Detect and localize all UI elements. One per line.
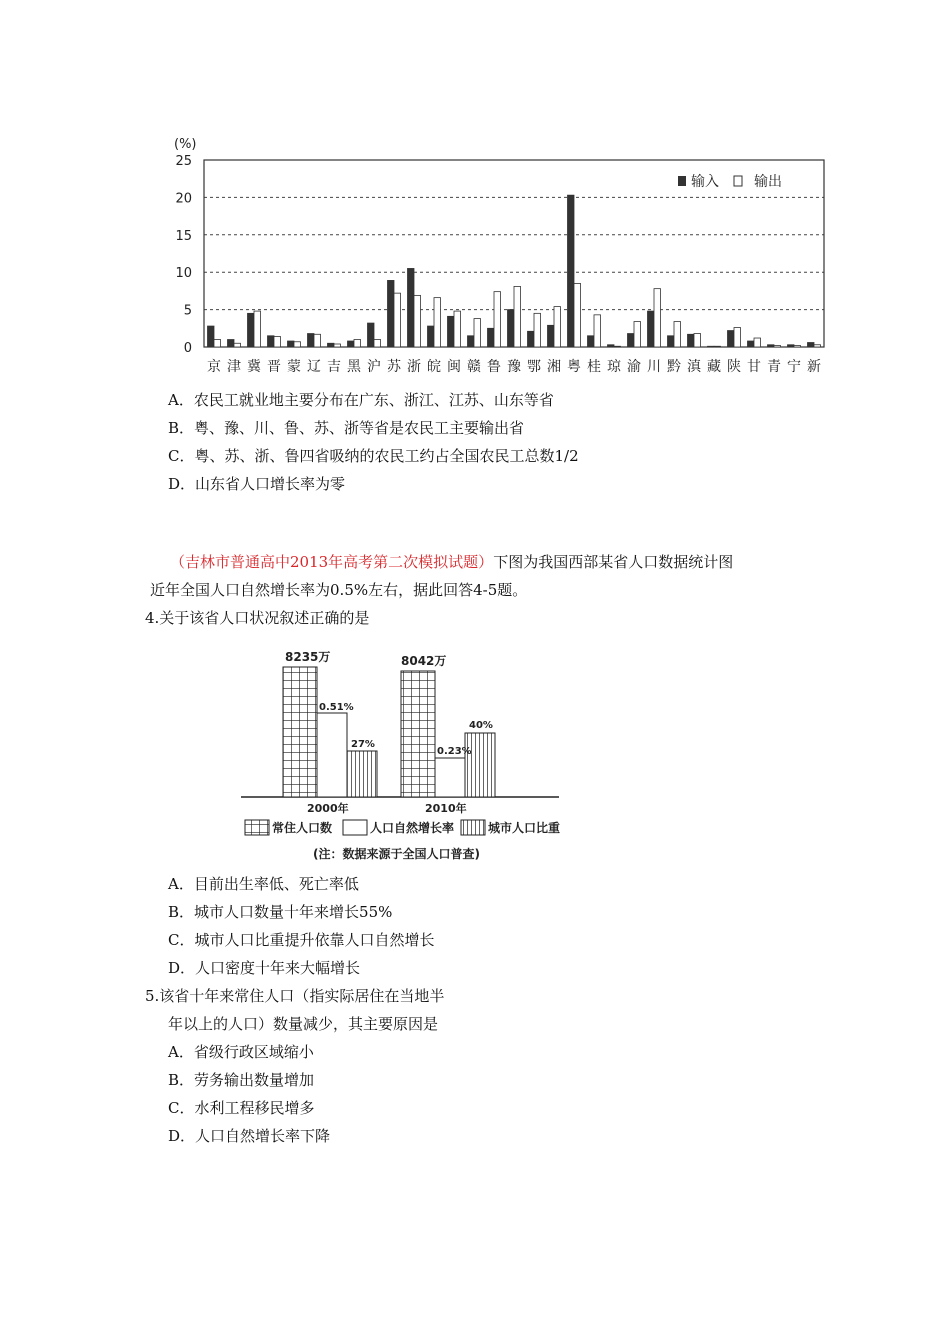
y-tick-label: 15 bbox=[175, 228, 192, 244]
bar-2000-population bbox=[283, 667, 317, 797]
bar-input-30 bbox=[808, 343, 815, 347]
bar-input-12 bbox=[448, 316, 455, 347]
bar-input-1 bbox=[228, 340, 235, 347]
intro-text: 下图为我国西部某省人口数据统计图 bbox=[493, 553, 734, 571]
bar-output-21 bbox=[634, 322, 641, 347]
x-tick-label: 吉 bbox=[327, 359, 341, 375]
q5-stem-line-2: 年以上的人口）数量减少，其主要原因是 bbox=[168, 1015, 439, 1033]
x-tick-label: 晋 bbox=[267, 359, 281, 375]
label-2000-population: 8235万 bbox=[285, 650, 331, 664]
bar-output-26 bbox=[734, 328, 741, 347]
intro-line-2: 近年全国人口自然增长率为0.5%左右，据此回答4-5题。 bbox=[150, 581, 528, 599]
bar-input-9 bbox=[388, 280, 395, 347]
bar-input-14 bbox=[488, 328, 495, 347]
bar-2000-growth-rate bbox=[317, 713, 347, 797]
q5-stem-line-1: 5.该省十年来常住人口（指实际居住在当地半 bbox=[145, 987, 445, 1005]
label-2000-urban-share: 27% bbox=[351, 739, 375, 750]
x-tick-label: 蒙 bbox=[287, 359, 301, 375]
q3-option-c: C．粤、苏、浙、鲁四省吸纳的农民工约占全国农民工总数1/2 bbox=[168, 447, 579, 465]
x-tick-label: 湘 bbox=[547, 359, 561, 375]
bar-output-8 bbox=[374, 340, 381, 347]
legend-input-swatch bbox=[678, 176, 686, 186]
x-tick-label: 鲁 bbox=[487, 359, 501, 375]
bar-input-2 bbox=[248, 313, 255, 347]
bar-input-22 bbox=[648, 311, 655, 347]
bar-output-16 bbox=[534, 313, 541, 347]
x-tick-label: 皖 bbox=[427, 359, 441, 375]
y-tick-label: 5 bbox=[183, 303, 192, 319]
q3-option-b: B．粤、豫、川、鲁、苏、浙等省是农民工主要输出省 bbox=[168, 419, 525, 437]
x-tick-label: 豫 bbox=[507, 359, 521, 375]
bar-output-25 bbox=[714, 346, 721, 347]
bar-input-21 bbox=[628, 334, 635, 347]
x-tick-label: 苏 bbox=[387, 359, 401, 375]
chart1-unit-label: (%) bbox=[174, 137, 197, 152]
bar-input-18 bbox=[568, 195, 575, 347]
label-group-2000: 2000年 bbox=[307, 802, 349, 815]
q5-option-b: B．劳务输出数量增加 bbox=[168, 1071, 315, 1089]
q5-option-a: A．省级行政区域缩小 bbox=[168, 1043, 314, 1061]
bar-input-16 bbox=[528, 331, 535, 347]
bar-output-7 bbox=[354, 340, 361, 347]
bar-2000-urban-share bbox=[347, 751, 377, 797]
legend-urban-share-swatch bbox=[461, 820, 485, 835]
bar-input-17 bbox=[548, 325, 555, 347]
bar-output-11 bbox=[434, 298, 441, 347]
x-tick-label: 赣 bbox=[467, 359, 481, 375]
bar-output-20 bbox=[614, 346, 621, 347]
x-tick-label: 川 bbox=[647, 359, 661, 375]
label-2010-growth-rate: 0.23% bbox=[437, 746, 472, 757]
bar-output-18 bbox=[574, 283, 581, 347]
intro-line-1 bbox=[170, 552, 733, 572]
y-tick-label: 0 bbox=[183, 341, 192, 356]
bar-output-5 bbox=[314, 334, 321, 347]
chart2-note: (注：数据来源于全国人口普查) bbox=[313, 847, 480, 861]
bar-output-0 bbox=[214, 340, 221, 347]
x-tick-label: 新 bbox=[807, 359, 821, 375]
bar-input-24 bbox=[688, 334, 695, 347]
x-tick-label: 桂 bbox=[587, 359, 601, 375]
y-tick-label: 25 bbox=[175, 154, 192, 169]
x-tick-label: 藏 bbox=[707, 359, 721, 375]
bar-output-19 bbox=[594, 315, 601, 347]
x-tick-label: 青 bbox=[767, 359, 781, 375]
bar-output-22 bbox=[654, 289, 661, 347]
q5-option-d: D．人口自然增长率下降 bbox=[168, 1127, 331, 1145]
bar-input-23 bbox=[668, 336, 675, 347]
q4-option-d: D．人口密度十年来大幅增长 bbox=[168, 959, 361, 977]
q5-option-c: C．水利工程移民增多 bbox=[168, 1099, 315, 1117]
legend-output-label: 输出 bbox=[754, 174, 782, 190]
bar-input-10 bbox=[408, 268, 415, 347]
bar-input-11 bbox=[428, 326, 435, 347]
bar-output-14 bbox=[494, 292, 501, 347]
bar-input-15 bbox=[508, 310, 515, 347]
bar-output-13 bbox=[474, 319, 481, 347]
x-tick-label: 粤 bbox=[567, 359, 581, 375]
bar-output-4 bbox=[294, 342, 301, 347]
bar-input-13 bbox=[468, 336, 475, 347]
bar-output-24 bbox=[694, 334, 701, 347]
bar-input-6 bbox=[328, 343, 335, 347]
bar-output-30 bbox=[814, 345, 821, 347]
bar-output-27 bbox=[754, 338, 761, 347]
bar-input-8 bbox=[368, 323, 375, 347]
x-tick-label: 冀 bbox=[247, 359, 261, 375]
bar-output-10 bbox=[414, 295, 421, 347]
bar-output-17 bbox=[554, 307, 561, 347]
bar-output-3 bbox=[274, 337, 281, 347]
x-tick-label: 宁 bbox=[787, 359, 801, 375]
bar-output-29 bbox=[794, 346, 801, 347]
bar-input-4 bbox=[288, 341, 295, 347]
bar-input-19 bbox=[588, 336, 595, 347]
bar-output-6 bbox=[334, 344, 341, 347]
x-tick-label: 沪 bbox=[367, 359, 381, 375]
bar-output-28 bbox=[774, 346, 781, 347]
x-tick-label: 黔 bbox=[667, 359, 681, 375]
label-2010-population: 8042万 bbox=[401, 654, 447, 668]
x-tick-label: 甘 bbox=[747, 359, 761, 375]
x-tick-label: 浙 bbox=[407, 359, 421, 375]
bar-2010-urban-share bbox=[465, 733, 495, 797]
bar-input-3 bbox=[268, 336, 275, 347]
legend-urban-share-label: 城市人口比重 bbox=[488, 821, 561, 835]
bar-2010-population bbox=[401, 671, 435, 797]
x-tick-label: 鄂 bbox=[527, 359, 541, 375]
legend-growth-rate-label: 人口自然增长率 bbox=[370, 821, 455, 835]
bar-output-1 bbox=[234, 343, 241, 347]
bar-output-2 bbox=[254, 311, 261, 347]
x-tick-label: 陕 bbox=[727, 359, 741, 375]
bar-input-28 bbox=[768, 345, 775, 347]
bar-input-25 bbox=[708, 346, 715, 347]
bar-output-15 bbox=[514, 286, 521, 347]
bar-input-0 bbox=[208, 326, 215, 347]
q3-option-a: A．农民工就业地主要分布在广东、浙江、江苏、山东等省 bbox=[168, 391, 554, 409]
bar-input-26 bbox=[728, 331, 735, 347]
bar-output-9 bbox=[394, 293, 401, 347]
bar-input-20 bbox=[608, 345, 615, 347]
q3-option-d: D．山东省人口增长率为零 bbox=[168, 475, 346, 493]
bar-output-23 bbox=[674, 322, 681, 347]
legend-growth-rate-swatch bbox=[343, 820, 367, 835]
bar-input-5 bbox=[308, 334, 315, 347]
q4-stem: 4.关于该省人口状况叙述正确的是 bbox=[145, 609, 370, 627]
x-tick-label: 闽 bbox=[447, 359, 461, 375]
x-tick-label: 辽 bbox=[307, 359, 321, 375]
x-tick-label: 渝 bbox=[627, 359, 641, 375]
label-2010-urban-share: 40% bbox=[469, 720, 493, 731]
legend-population-label: 常住人口数 bbox=[272, 821, 333, 835]
intro-source: （吉林市普通高中2013年高考第二次模拟试题） bbox=[170, 553, 494, 571]
x-tick-label: 京 bbox=[207, 359, 221, 375]
q4-option-c: C．城市人口比重提升依靠人口自然增长 bbox=[168, 931, 435, 949]
bar-input-7 bbox=[348, 341, 355, 347]
migrant-worker-chart bbox=[160, 130, 840, 380]
bar-input-27 bbox=[748, 341, 755, 347]
y-tick-label: 10 bbox=[175, 266, 192, 282]
legend-input-label: 输入 bbox=[691, 174, 719, 190]
x-tick-label: 琼 bbox=[607, 359, 621, 375]
legend-output-swatch bbox=[734, 176, 742, 186]
q4-option-a: A．目前出生率低、死亡率低 bbox=[168, 875, 359, 893]
bar-input-29 bbox=[788, 345, 795, 347]
legend-population-swatch bbox=[245, 820, 269, 835]
bar-output-12 bbox=[454, 311, 461, 347]
x-tick-label: 黑 bbox=[347, 359, 361, 375]
x-tick-label: 滇 bbox=[687, 359, 701, 375]
bar-2010-growth-rate bbox=[435, 758, 465, 797]
y-tick-label: 20 bbox=[175, 191, 192, 207]
label-group-2010: 2010年 bbox=[425, 802, 467, 815]
label-2000-growth-rate: 0.51% bbox=[319, 702, 354, 713]
q4-option-b: B．城市人口数量十年来增长55% bbox=[168, 903, 393, 921]
x-tick-label: 津 bbox=[227, 359, 241, 375]
population-chart bbox=[235, 640, 575, 870]
